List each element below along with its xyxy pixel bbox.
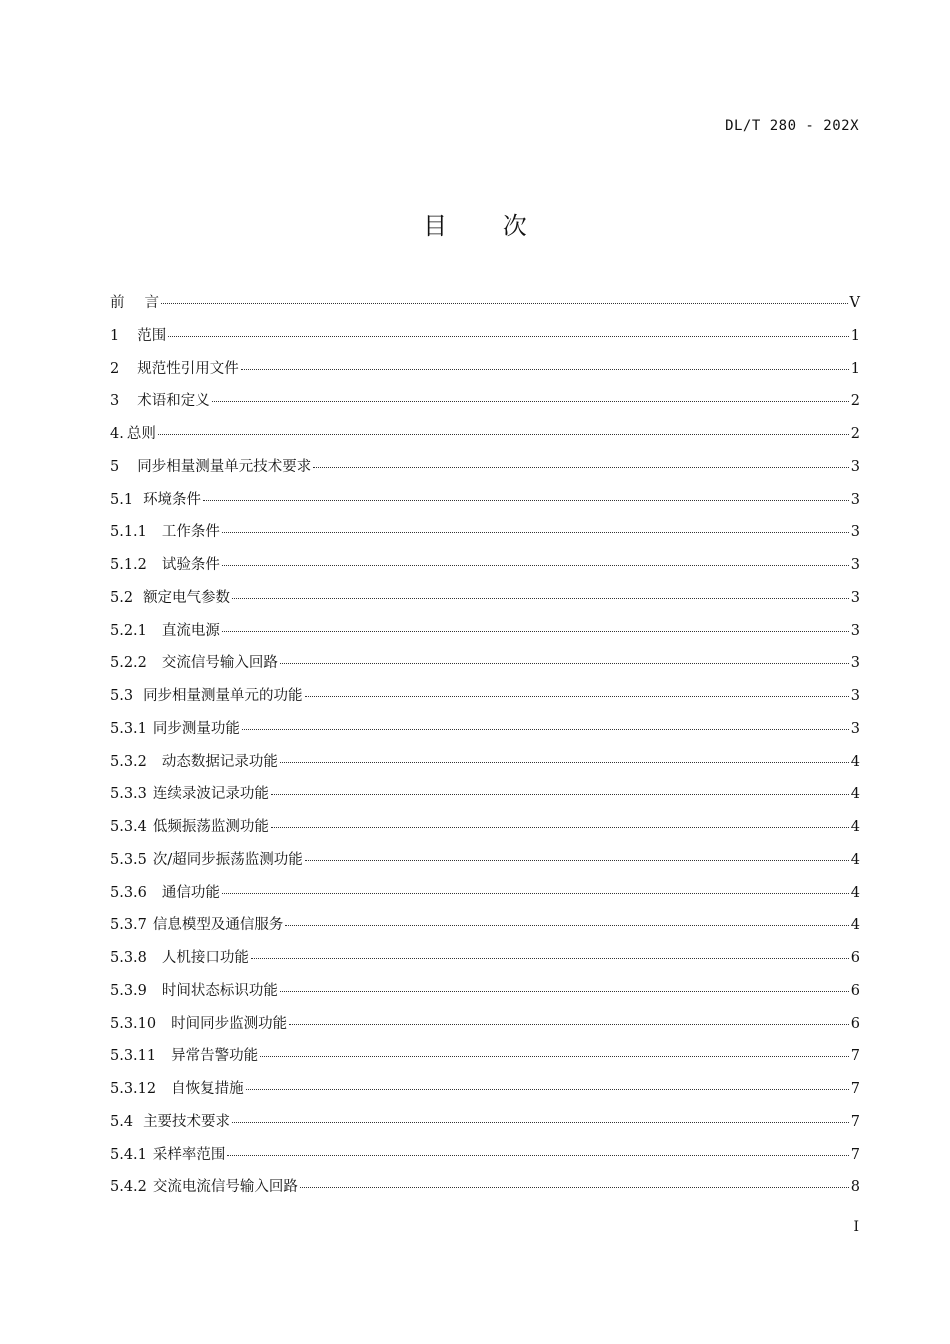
- toc-entry-page: 1: [850, 360, 860, 377]
- dot-leader: [280, 663, 849, 664]
- dot-leader: [203, 500, 849, 501]
- toc-entry-text: 范围: [137, 327, 167, 344]
- dot-leader: [161, 303, 848, 304]
- toc-entry-number: 5.2: [110, 589, 134, 606]
- toc-entry-number: 5.3.10: [110, 1015, 157, 1032]
- toc-entry-text: 工作条件: [161, 524, 220, 541]
- dot-leader: [285, 925, 848, 926]
- toc-entry-number: 5.4.1: [110, 1146, 147, 1163]
- dot-leader: [271, 794, 849, 795]
- toc-entry-text: 直流电源: [161, 622, 220, 639]
- toc-entry-label: [110, 291, 159, 312]
- toc-entry-label: [110, 946, 249, 967]
- toc-entry-page: 3: [850, 589, 860, 606]
- toc-entry-number: 5: [110, 458, 120, 475]
- toc-entry-number: 5.1.1: [110, 524, 147, 541]
- toc-entry-label: [110, 520, 220, 541]
- toc-entry-label: [110, 1175, 298, 1196]
- toc-entry-label: [110, 913, 283, 934]
- toc-entry-label: [110, 488, 201, 509]
- toc-entry-label: [110, 1044, 258, 1065]
- toc-entry-label: [110, 881, 220, 902]
- toc-entry-text: 人机接口功能: [161, 950, 249, 966]
- toc-entry-number: 5.3.11: [110, 1048, 157, 1065]
- toc-entry-number: 5.3.6: [110, 884, 147, 901]
- toc-entry-page: 6: [850, 982, 860, 999]
- toc-entry-label: [110, 553, 220, 574]
- toc-entry-page: 2: [850, 393, 860, 410]
- toc-entry[interactable]: [110, 881, 860, 914]
- toc-entry-label: [110, 324, 166, 345]
- page-number: I: [853, 1219, 859, 1235]
- dot-leader: [280, 991, 849, 992]
- toc-entry-number: 5.3.4: [110, 819, 147, 835]
- toc-entry[interactable]: [110, 488, 860, 521]
- dot-leader: [222, 631, 849, 632]
- toc-entry-text: 言: [144, 295, 159, 311]
- toc-entry-number: 5.3.3: [110, 786, 147, 803]
- toc-entry-number: 5.2.2: [110, 655, 147, 672]
- toc-entry[interactable]: [110, 1077, 860, 1110]
- dot-leader: [313, 467, 849, 468]
- toc-entry-text: 次/超同步振荡监测功能: [152, 851, 303, 868]
- dot-leader: [212, 401, 849, 402]
- toc-entry-number: 5.3.5: [110, 851, 147, 868]
- dot-leader: [260, 1056, 849, 1057]
- toc-entry-text: 低频振荡监测功能: [152, 819, 269, 835]
- toc-title: 目 次: [423, 212, 551, 240]
- toc-entry-text: 通信功能: [161, 884, 220, 901]
- dot-leader: [227, 1155, 848, 1156]
- toc-entry-number: 5.2.1: [110, 622, 147, 639]
- dot-leader: [280, 762, 849, 763]
- toc-entry-label: [110, 455, 311, 476]
- toc-entry[interactable]: [110, 815, 860, 848]
- toc-entry-number: 2: [110, 360, 120, 377]
- toc-entry-number: 5.1.2: [110, 557, 147, 573]
- toc-entry-number: 5.3.2: [110, 753, 147, 770]
- toc-entry-page: 3: [850, 524, 860, 541]
- dot-leader: [232, 598, 849, 599]
- toc-entry-page: 7: [850, 1081, 860, 1097]
- toc-entry-text: 信息模型及通信服务: [152, 917, 284, 934]
- toc-entry[interactable]: [110, 324, 860, 357]
- toc-entry-page: 2: [850, 426, 860, 442]
- toc-entry-page: 7: [850, 1113, 860, 1130]
- toc-entry[interactable]: [110, 848, 860, 881]
- toc-entry[interactable]: [110, 750, 860, 783]
- toc-entry[interactable]: [110, 782, 860, 815]
- toc-entry-label: [110, 979, 278, 1000]
- toc-entry-label: [110, 684, 303, 705]
- document-code: DL/T 280 - 202X: [725, 118, 859, 134]
- toc-entry-number: 5.3.9: [110, 982, 147, 999]
- toc-entry[interactable]: [110, 946, 860, 979]
- dot-leader: [289, 1024, 849, 1025]
- dot-leader: [241, 369, 849, 370]
- toc-entry-label: [110, 357, 239, 378]
- toc-entry-page: 4: [850, 819, 860, 835]
- toc-entry[interactable]: [110, 1110, 860, 1143]
- toc-entry-number: 5.4.2: [110, 1179, 147, 1196]
- toc-entry-label: [110, 1077, 244, 1098]
- dot-leader: [158, 434, 849, 435]
- dot-leader: [222, 893, 849, 894]
- toc-entry-text: 主要技术要求: [143, 1113, 231, 1130]
- toc-entry-page: 3: [850, 622, 860, 639]
- toc-entry[interactable]: [110, 1143, 860, 1176]
- toc-entry[interactable]: [110, 619, 860, 652]
- toc-entry-number: 5.3: [110, 688, 134, 704]
- toc-entry-text: 额定电气参数: [143, 589, 231, 606]
- toc-entry[interactable]: [110, 520, 860, 553]
- toc-entry-label: [110, 651, 278, 672]
- toc-entry-text: 连续录波记录功能: [152, 786, 269, 803]
- toc-entry-text: 环境条件: [143, 491, 202, 508]
- toc-entry-number: 5.1: [110, 491, 134, 508]
- toc-entry-label: [110, 815, 269, 836]
- toc-entry-text: 同步测量功能: [152, 720, 240, 737]
- toc-entry-text: 规范性引用文件: [137, 360, 239, 377]
- toc-entry-label: [110, 717, 240, 738]
- toc-entry-number: 5.3.12: [110, 1081, 157, 1097]
- toc-entry[interactable]: [110, 651, 860, 684]
- toc-entry-page: 3: [850, 720, 860, 737]
- toc-entry[interactable]: [110, 1044, 860, 1077]
- toc-entry-page: 3: [850, 491, 860, 508]
- toc-entry-number: 前: [110, 295, 125, 311]
- toc-entry-number: 4.: [110, 426, 124, 442]
- toc-entry-text: 试验条件: [161, 557, 220, 573]
- toc-entry[interactable]: [110, 586, 860, 619]
- toc-entry-number: 3: [110, 393, 120, 410]
- toc-entry[interactable]: [110, 389, 860, 422]
- toc-entry-number: 1: [110, 327, 120, 344]
- toc-entry-page: 6: [850, 950, 860, 966]
- toc-entry-label: [110, 389, 210, 410]
- toc-entry-page: 6: [850, 1015, 860, 1032]
- toc-entry-text: 交流电流信号输入回路: [152, 1179, 298, 1196]
- toc-entry[interactable]: [110, 553, 860, 586]
- toc-list: [110, 291, 860, 1208]
- dot-leader: [168, 336, 849, 337]
- toc-entry-page: 3: [850, 688, 860, 704]
- toc-entry-page: 1: [850, 327, 860, 344]
- toc-entry-page: 7: [850, 1048, 860, 1065]
- toc-entry-page: 8: [850, 1179, 860, 1196]
- toc-entry-page: 7: [850, 1146, 860, 1163]
- toc-entry-number: 5.3.7: [110, 917, 147, 934]
- toc-entry-page: 4: [850, 917, 860, 934]
- dot-leader: [246, 1089, 849, 1090]
- dot-leader: [305, 860, 849, 861]
- toc-entry-text: 时间同步监测功能: [171, 1015, 288, 1032]
- toc-entry-label: [110, 782, 269, 803]
- dot-leader: [305, 696, 849, 697]
- toc-entry-label: [110, 750, 278, 771]
- dot-leader: [222, 565, 849, 566]
- toc-entry[interactable]: [110, 1175, 860, 1208]
- toc-entry-page: 4: [850, 753, 860, 770]
- toc-entry[interactable]: [110, 291, 860, 324]
- toc-entry-page: 3: [850, 458, 860, 475]
- dot-leader: [251, 958, 849, 959]
- dot-leader: [242, 729, 849, 730]
- toc-entry-text: 异常告警功能: [171, 1048, 259, 1065]
- toc-entry-text: 同步相量测量单元技术要求: [137, 458, 312, 475]
- toc-entry-number: 5.4: [110, 1113, 134, 1130]
- toc-entry-page: 3: [850, 557, 860, 573]
- toc-entry-page: 4: [850, 851, 860, 868]
- toc-entry[interactable]: [110, 979, 860, 1012]
- dot-leader: [222, 532, 849, 533]
- toc-entry-label: [110, 1110, 230, 1131]
- toc-entry-text: 术语和定义: [137, 393, 210, 410]
- toc-entry-number: 5.3.8: [110, 950, 147, 966]
- dot-leader: [232, 1122, 849, 1123]
- toc-entry-label: [110, 422, 156, 443]
- toc-entry[interactable]: [110, 422, 860, 455]
- toc-entry-page: 4: [850, 786, 860, 803]
- toc-entry-label: [110, 586, 230, 607]
- dot-leader: [271, 827, 849, 828]
- toc-entry-text: 同步相量测量单元的功能: [143, 688, 303, 704]
- toc-entry-label: [110, 1012, 287, 1033]
- toc-entry-page: 3: [850, 655, 860, 672]
- toc-entry-page: 4: [850, 884, 860, 901]
- toc-entry[interactable]: [110, 357, 860, 390]
- toc-entry-number: 5.3.1: [110, 720, 147, 737]
- toc-entry-label: [110, 1143, 225, 1164]
- toc-entry-text: 动态数据记录功能: [161, 753, 278, 770]
- toc-entry-label: [110, 619, 220, 640]
- toc-entry-text: 自恢复措施: [171, 1081, 244, 1097]
- toc-entry[interactable]: [110, 913, 860, 946]
- toc-entry-label: [110, 848, 303, 869]
- toc-entry[interactable]: [110, 717, 860, 750]
- toc-entry[interactable]: [110, 684, 860, 717]
- toc-entry[interactable]: [110, 1012, 860, 1045]
- toc-entry-text: 时间状态标识功能: [161, 982, 278, 999]
- toc-entry-text: 采样率范围: [152, 1146, 226, 1163]
- toc-entry-page: V: [849, 295, 860, 311]
- toc-entry-text: 交流信号输入回路: [161, 655, 278, 672]
- dot-leader: [300, 1187, 849, 1188]
- toc-entry[interactable]: [110, 455, 860, 488]
- toc-entry-text: 总则: [126, 426, 156, 442]
